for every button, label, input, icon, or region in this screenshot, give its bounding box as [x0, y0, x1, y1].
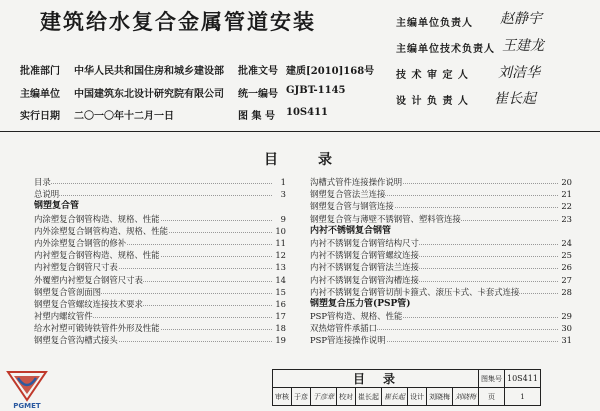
role-label-chief: 主编单位负责人 [396, 18, 473, 29]
toc-entry-page: 14 [275, 274, 286, 285]
toc-leader-dots [34, 183, 272, 184]
approval-doc: 建质[2010]168号 [286, 66, 375, 77]
role-label-review: 技 术 审 定 人 [396, 70, 469, 81]
toc-entry-label: 内衬塑复合钢管尺寸表 [34, 262, 118, 273]
toc-entry [310, 286, 572, 298]
toc-entry [310, 237, 572, 249]
toc-entry-label: 内外涂塑复合钢管构造、规格、性能 [34, 225, 168, 236]
toc-entry-page: 9 [280, 213, 286, 224]
design-label: 设计 [408, 388, 427, 406]
toc-entry-label: 沟槽式管件连接操作说明 [310, 177, 403, 187]
logo-text: PGMET [13, 402, 41, 410]
page-number: 1 [505, 388, 541, 406]
toc-entry-label: 内涂塑复合钢管构造、规格、性能 [34, 213, 160, 224]
toc-entry [34, 334, 286, 346]
toc-entry-page: 12 [275, 250, 286, 261]
toc-entry [310, 334, 572, 346]
toc-entry [34, 310, 286, 322]
toc-entry-label: 内衬不锈钢复合钢管结构尺寸 [310, 237, 419, 248]
toc-entry-label: 钢塑复合管沟槽式接头 [34, 335, 118, 346]
title-block [272, 369, 541, 406]
atlas-no-label: 图 集 号 [238, 111, 275, 122]
toc-entry [34, 249, 286, 261]
review-label: 审核 [273, 388, 292, 406]
toc-section-heading [310, 225, 572, 237]
toc-entry-page: 25 [561, 250, 572, 261]
signature-design: 崔长起 [494, 91, 536, 107]
toc-entry [310, 310, 572, 322]
toc-entry-label: 总说明 [34, 189, 60, 200]
toc-entry [310, 261, 572, 273]
toc-entry [310, 213, 572, 225]
toc-left-column [34, 176, 286, 347]
toc-entry-label: 钢塑复合管剖面图 [34, 286, 101, 297]
toc-entry-page: 26 [561, 262, 572, 273]
designer: 刘晓梅 [427, 388, 453, 406]
editor-label: 主编单位 [20, 89, 60, 100]
date-label: 实行日期 [20, 111, 60, 122]
toc-entry-label: 钢塑复合管与薄壁不锈钢管、塑料管连接 [310, 213, 461, 224]
atlas-no: 10S411 [286, 107, 329, 118]
title-block-title: 目 录 [273, 370, 479, 388]
reviewer-signature: 于彦章 [311, 388, 337, 406]
toc-entry-label: 内外涂塑复合钢管的修补 [34, 237, 127, 248]
signature-chief: 赵静宇 [500, 11, 542, 27]
header-divider [0, 131, 600, 132]
toc-entry [34, 261, 286, 273]
toc-entry-page: 30 [561, 323, 572, 334]
toc-entry-page: 13 [275, 262, 286, 273]
signature-tech: 王建龙 [502, 38, 544, 54]
toc-entry-page: 18 [275, 323, 286, 334]
date: 二〇一〇年十二月一日 [74, 111, 174, 122]
toc-leader-dots [34, 195, 272, 196]
role-label-design: 设 计 负 责 人 [396, 96, 469, 107]
editor: 中国建筑东北设计研究院有限公司 [74, 89, 224, 100]
toc-entry [34, 274, 286, 286]
toc-entry-page: 15 [275, 286, 286, 297]
toc-entry-label: 钢塑复合管法兰连接 [310, 189, 386, 200]
toc-entry-page: 17 [275, 311, 286, 322]
role-label-tech: 主编单位技术负责人 [396, 44, 495, 55]
pgmet-logo [6, 370, 48, 410]
toc-entry-page: 23 [561, 213, 572, 224]
toc-entry-label: 目录 [34, 177, 51, 187]
toc-entry-page: 22 [561, 201, 572, 212]
toc-entry [310, 188, 572, 200]
toc-entry-label: 内衬塑复合钢管构造、规格、性能 [34, 250, 160, 261]
toc-entry-page: 31 [561, 335, 572, 346]
signature-review: 刘洁华 [498, 65, 540, 81]
toc-entry-page: 1 [280, 177, 286, 187]
designer-signature: 刘晓梅 [453, 388, 479, 406]
toc-entry-page: 21 [561, 189, 572, 200]
approval-doc-label: 批准文号 [238, 66, 278, 77]
toc-entry-label: 给水衬塑可锻铸铁管件外形及性能 [34, 323, 160, 334]
toc-entry [310, 200, 572, 212]
unified-no: GJBT-1145 [286, 85, 346, 96]
atlas-title: 建筑给水复合金属管道安装 [40, 10, 316, 34]
approval-dept: 中华人民共和国住房和城乡建设部 [74, 66, 224, 77]
page-label: 页 [479, 388, 505, 406]
toc-entry-page: 28 [561, 286, 572, 297]
toc-entry-label: 内衬不锈钢复合钢管切削卡箍式、滚压卡式、卡套式连接 [310, 286, 520, 297]
toc-entry-page: 19 [275, 335, 286, 346]
toc-entry [34, 225, 286, 237]
toc-entry-label: 外覆塑内衬塑复合钢管尺寸表 [34, 274, 143, 285]
toc-entry-page: 11 [275, 237, 286, 248]
toc-entry-label: 内衬不锈钢复合钢管法兰连接 [310, 262, 419, 273]
toc-entry [34, 286, 286, 298]
toc-entry-page: 10 [275, 225, 286, 236]
toc-right-column [310, 176, 572, 347]
toc-entry [310, 274, 572, 286]
toc-section-heading [310, 298, 572, 310]
toc-entry [34, 298, 286, 310]
toc-entry-label: 内衬不锈钢复合钢管螺纹连接 [310, 250, 419, 261]
toc-entry-label: 钢塑复合管螺纹连接技术要求 [34, 298, 143, 309]
toc-entry-label: 双热熔管件承插口 [310, 323, 377, 334]
check-label: 校对 [337, 388, 356, 406]
toc-entry-label: 内衬不锈钢复合钢管沟槽连接 [310, 274, 419, 285]
toc-entry-page: 29 [561, 311, 572, 322]
toc-entry [310, 176, 572, 188]
toc-entry-label: 钢塑复合管 [34, 201, 80, 212]
toc-entry [34, 188, 286, 200]
toc-entry-page: 3 [280, 189, 286, 200]
toc-entry-label: 内衬不锈钢复合钢管 [310, 225, 392, 236]
reviewer: 于彦 [292, 388, 311, 406]
unified-no-label: 统一编号 [238, 89, 278, 100]
toc-entry [34, 176, 286, 188]
toc-section-heading [34, 200, 286, 212]
toc-entry-label: 衬塑内螺纹管件 [34, 311, 93, 322]
approval-dept-label: 批准部门 [20, 66, 60, 77]
toc-entry-label: 钢塑复合压力管(PSP管) [310, 298, 411, 309]
toc-title: 目 录 [264, 152, 336, 168]
title-block-atlas-label: 图集号 [479, 370, 505, 388]
toc-entry-page: 16 [275, 298, 286, 309]
checker-signature: 崔长起 [382, 388, 408, 406]
toc-entry-label: PSP管构造、规格、性能 [310, 311, 403, 322]
toc-entry [310, 322, 572, 334]
toc-entry-page: 24 [561, 237, 572, 248]
toc-entry [310, 249, 572, 261]
toc-entry-label: PSP管连接操作说明 [310, 335, 386, 346]
checker: 崔长起 [356, 388, 382, 406]
title-block-atlas-no: 10S411 [505, 370, 541, 388]
toc-entry [34, 237, 286, 249]
toc-entry [34, 213, 286, 225]
toc-entry-page: 20 [561, 177, 572, 187]
toc-entry [34, 322, 286, 334]
toc-entry-page: 27 [561, 274, 572, 285]
toc-entry-label: 钢塑复合管与钢管连接 [310, 201, 394, 212]
